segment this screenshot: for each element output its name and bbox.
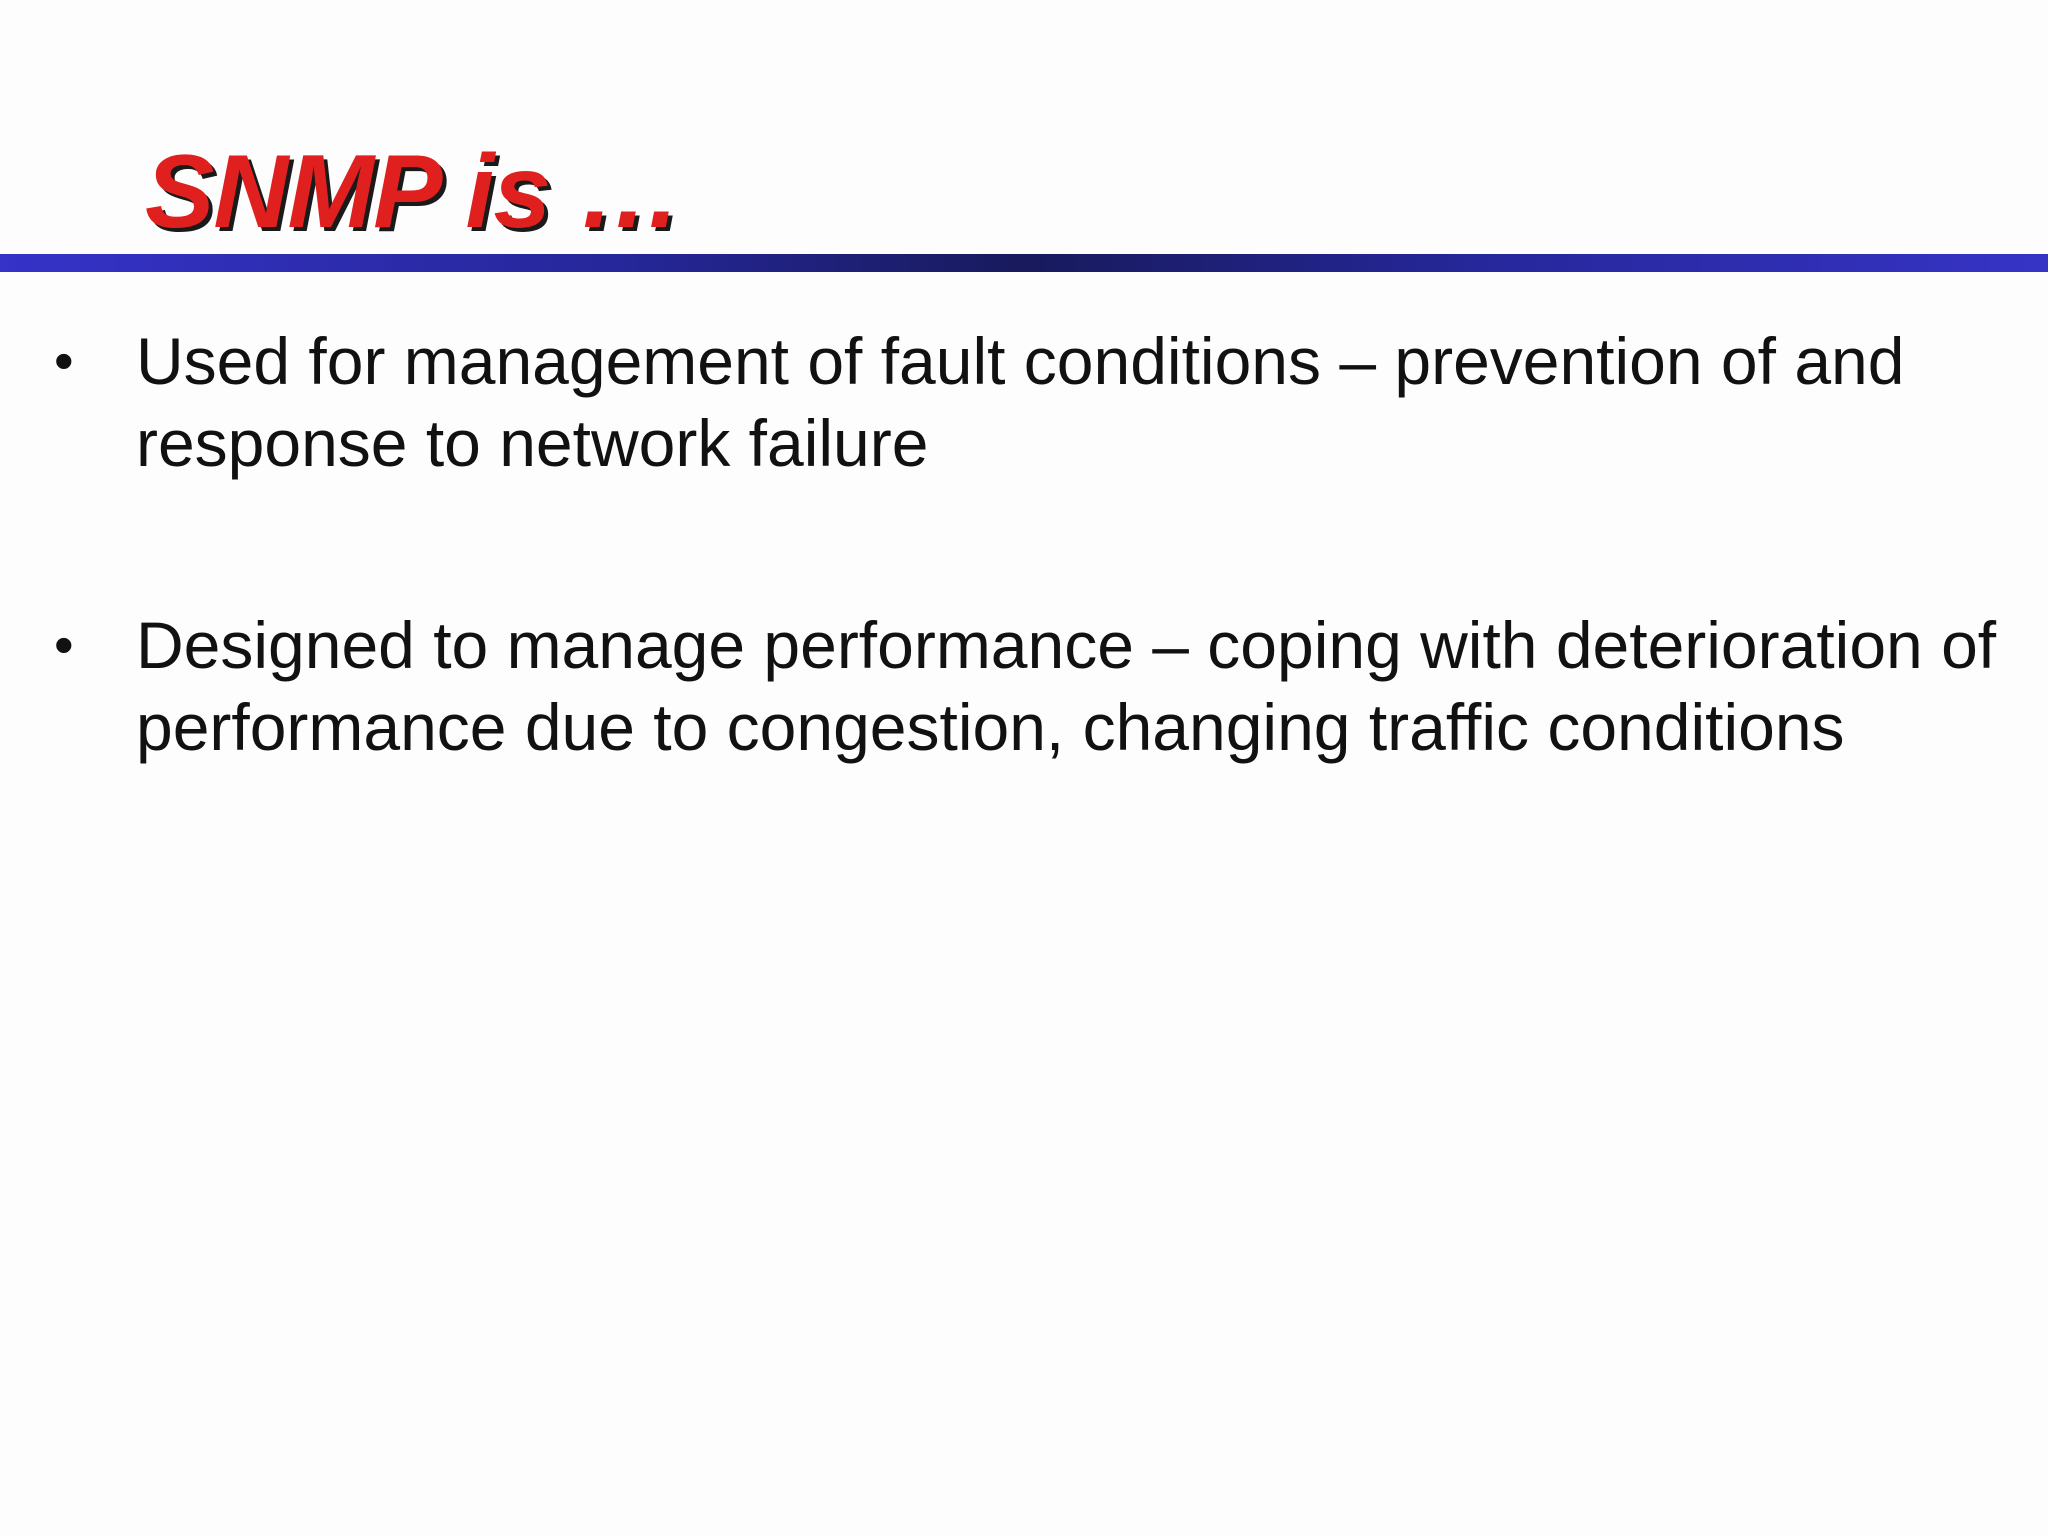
bullet-marker: • — [54, 613, 74, 676]
bullet-text: Designed to manage performance – coping with deterioration of performance due to congestion, changing traffic conditions — [136, 608, 1997, 764]
title-divider — [0, 254, 2048, 272]
bullet-text: Used for management of fault conditions – prevention of and response to network failure — [136, 324, 1905, 480]
bullet-list — [50, 320, 2010, 888]
bullet-item — [50, 604, 2010, 768]
bullet-marker: • — [54, 329, 74, 392]
bullet-item — [50, 320, 2010, 484]
slide-title: SNMP is … — [145, 134, 682, 250]
